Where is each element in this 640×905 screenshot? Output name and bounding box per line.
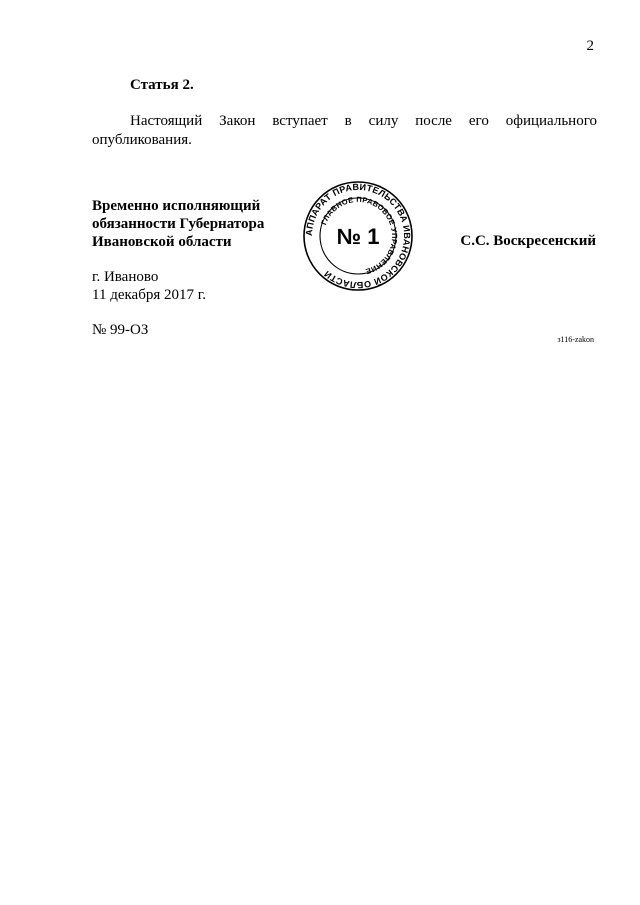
law-number: № 99-ОЗ	[92, 322, 149, 338]
article-body	[92, 112, 597, 150]
article-word: его	[468, 113, 489, 129]
signing-date: 11 декабря 2017 г.	[92, 287, 206, 303]
article-word: после	[415, 113, 452, 129]
signatory-title-line: Ивановской области	[92, 234, 232, 250]
signatory-title	[92, 197, 264, 251]
article-word: вступает	[272, 113, 328, 129]
signatory-title-line: обязанности Губернатора	[92, 216, 265, 232]
article-word: в	[344, 113, 352, 129]
article-word: Настоящий	[130, 113, 203, 129]
article-body-line-2: опубликования.	[92, 132, 192, 148]
seal-outer-text: АППАРАТ ПРАВИТЕЛЬСТВА ИВАНОВСКОЙ ОБЛАСТИ	[303, 181, 413, 291]
signatory-title-line: Временно исполняющий	[92, 198, 261, 214]
article-word: официального	[505, 113, 597, 129]
seal-center-number: № 1	[336, 224, 380, 249]
official-seal	[296, 180, 420, 292]
place-and-date	[92, 268, 206, 304]
article-body-line-1	[92, 112, 597, 131]
seal-graphic	[296, 180, 420, 292]
city: г. Иваново	[92, 269, 159, 285]
seal-inner-text: ГЛАВНОЕ ПРАВОВОЕ УПРАВЛЕНИЕ	[319, 194, 400, 277]
page-number: 2	[586, 38, 594, 54]
article-word: Закон	[219, 113, 256, 129]
signatory-name: С.С. Воскресенский	[460, 233, 596, 249]
article-title: Статья 2.	[130, 77, 194, 93]
article-word: силу	[368, 113, 399, 129]
file-code: з116-zakon	[557, 335, 594, 344]
